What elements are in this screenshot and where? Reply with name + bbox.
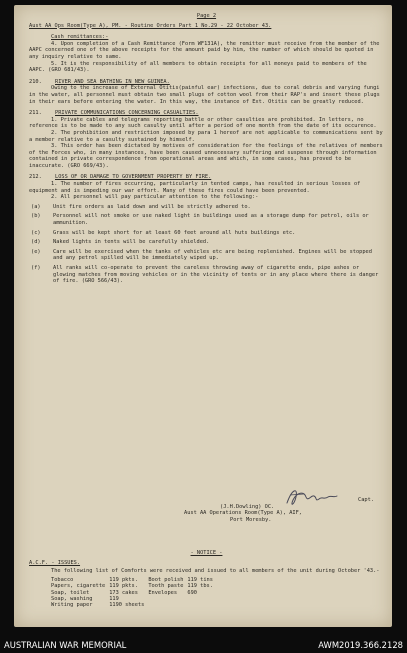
fire-item-f: (f) All ranks will co-operate to prevent the careless throwing away of cigarette ends, pipe ashes or glowing matches from moving vehicles or in the vicinity of tents or in any place where there is danger of fire. (GRO 566/43). — [31, 265, 379, 285]
signature-unit: Aust AA Operations Room(Type A), AIF, — [184, 510, 302, 517]
section-211-para-2: 2. The prohibition and restriction imposed by para 1 hereof are not applicable to communications sent by a member relative to a casulty sustained by himself. — [29, 129, 383, 143]
section-212-ref: (GRO 566/43). — [81, 278, 124, 285]
footer-accession-number: AWM2019.366.2128 — [318, 639, 403, 650]
section-210-heading: 210. RIVER AND SEA BATHING IN NEW GUINEA. — [29, 78, 170, 85]
fire-item-c: (c) Grass will be kept short for at least 60 feet around all huts buildings etc. — [31, 229, 296, 236]
fire-item-d: (d) Naked lights in tents will be carefully shielded. — [31, 239, 210, 246]
fire-item-a: (a) Unit fire orders as laid down and will be strictly adhered to. — [31, 203, 251, 210]
cash-heading: Cash remittances:- — [51, 34, 109, 41]
signature-block — [184, 497, 384, 523]
section-212-para-2: 2. All personnel will pay particular attention to the following:- — [51, 194, 259, 201]
list-item: Soap, washing 119 — [51, 596, 119, 602]
footer-institution: AUSTRALIAN WAR MEMORIAL — [4, 639, 127, 650]
section-212-heading: 212. LOSS OF OR DAMAGE TO GOVERNMENT PROPERTY BY FIRE. — [29, 174, 212, 181]
cash-para-4: 4. Upon completion of a Cash Remittance (Form WF131A), the remitter must receive from the member of the AAPC concerned one of the above receipts for the amount paid by him, the number of which should be quoted in any inquiry relative to same. — [29, 40, 380, 60]
section-211-para-1: 1. Private cables and telegrams reporting battle or other casulties are prohibited. In letters, no reference is to be made to any such casulty until after a period of one month from the date of its occurence. — [29, 116, 377, 130]
notice-subheading: A.C.F. - ISSUES. — [29, 559, 81, 566]
notice-heading: - NOTICE - — [190, 550, 223, 556]
document-subheader: Aust AA Ops Room(Type A), PM. - Routine Orders Part 1 No.29 - 22 October 43. — [29, 22, 272, 29]
list-item: Papers, cigarette 119 pkts. Tooth paste 119 tbs. — [51, 583, 213, 590]
section-210-text: Owing to the increase of External Otitis(painful ear) infections, due to coral debris and varying fungi in the water, all personnel must obtain two small plugs of cotton wool from their RAP's and insert these plugs in their ears before entering the water. In this way, the instance of Ext. Otitis can be greatly reduced. — [29, 85, 380, 105]
comforts-list — [51, 577, 217, 609]
signature-name-line: (J.H.Dowling) OC. — [220, 503, 275, 510]
cash-para-5: 5. It is the responsibility of all members to obtain receipts for all moneys paid to members of the AAPC. (GRO 681/43). — [29, 60, 367, 74]
fire-item-e: (e) Care will be exercised when the tanks of vehicles etc are being replenished. Engines will be stopped and any petrol spilled will be immediately wiped up. — [31, 248, 372, 262]
section-211-heading: 211. PRIVATE COMMUNICATIONS CONCERNING CASUALTIES. — [29, 110, 199, 117]
notice-intro: The following list of Comforts were received and issued to all members of the unit during October '43.- — [51, 568, 380, 575]
notice-section — [29, 550, 384, 609]
list-item: Tobacco 119 pkts. Boot polish 119 tins — [51, 576, 213, 583]
section-211-para-3: 3. This order has been dictated by motives of consideration for the feelings of the relatives of members of the Forces who, in many instances, have been caused unnecessary suffering and suspense through information contained in private correspondence from operational areas and which, in some cases, has proved to be inaccurate. (GRO 669/43). — [29, 143, 383, 169]
section-212-para-1: 1. The number of fires occurring, particularly in tented camps, has resulted in serious losses of equipment and is impeding our war effort. Many of these fires could have been prevented. — [29, 181, 361, 194]
list-item: Soap, toilet 173 cakes Envelopes 690 — [51, 589, 197, 596]
archive-footer — [0, 636, 407, 653]
signature-rank: Capt. — [358, 497, 374, 503]
cash-ref: (GRO 681/43). — [48, 67, 90, 74]
document-page — [14, 5, 392, 627]
signature-place: Port Moresby. — [230, 516, 272, 523]
fire-item-b: (b) Personnel will not smoke or use naked light in buildings used as a storage dump for petrol, oils or ammunition. — [31, 213, 369, 227]
list-item: Writing paper 1190 sheets — [51, 602, 145, 609]
page-label: Page 2 — [196, 13, 217, 19]
document-body — [29, 13, 384, 285]
